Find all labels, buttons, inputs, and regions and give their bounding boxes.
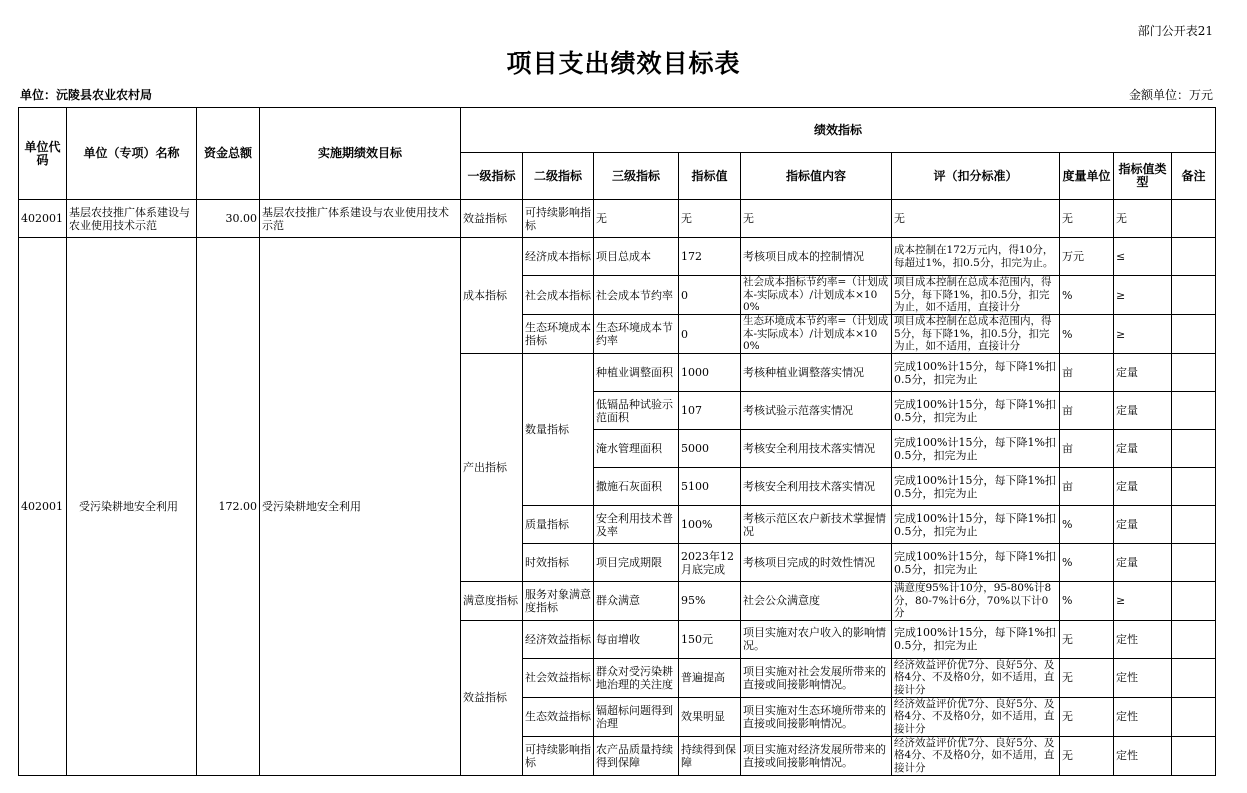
level3-cell: 种植业调整面积 (594, 354, 679, 392)
level2-cell: 社会成本指标 (523, 276, 594, 315)
content-cell: 考核项目完成的时效性情况 (741, 544, 892, 582)
header-value-type: 指标值类型 (1114, 153, 1172, 200)
remark-cell (1172, 582, 1216, 621)
content-cell: 考核安全利用技术落实情况 (741, 468, 892, 506)
content-cell: 考核示范区农户新技术掌握情况 (741, 506, 892, 544)
unit-cell: 亩 (1060, 430, 1114, 468)
unit-cell: % (1060, 582, 1114, 621)
unit-cell: % (1060, 544, 1114, 582)
unit-cell: 亩 (1060, 392, 1114, 430)
content-cell: 社会公众满意度 (741, 582, 892, 621)
level3-cell: 每亩增收 (594, 620, 679, 658)
scoring-cell: 完成100%计15分，每下降1%扣0.5分，扣完为止 (892, 430, 1060, 468)
level2-cell: 生态环境成本指标 (523, 315, 594, 354)
scoring-cell (892, 315, 1060, 354)
content-cell (741, 315, 892, 354)
value-cell: 2023年12月底完成 (679, 544, 741, 582)
scoring-cell (892, 658, 1060, 697)
type-cell: ≤ (1114, 238, 1172, 276)
unit-name-cell: 基层农技推广体系建设与农业使用技术示范 (67, 200, 197, 238)
header-period-goal: 实施期绩效目标 (260, 108, 461, 200)
unit-code-cell: 402001 (19, 200, 67, 238)
level3-cell: 群众对受污染耕地治理的关注度 (594, 658, 679, 697)
type-cell: ≥ (1114, 315, 1172, 354)
value-cell: 持续得到保障 (679, 736, 741, 775)
header-value-content: 指标值内容 (741, 153, 892, 200)
scoring-cell: 完成100%计15分，每下降1%扣0.5分，扣完为止 (892, 620, 1060, 658)
level3-cell: 社会成本节约率 (594, 276, 679, 315)
unit-cell: 无 (1060, 697, 1114, 736)
header-remark: 备注 (1172, 153, 1216, 200)
value-cell: 95% (679, 582, 741, 621)
unit-cell: 无 (1060, 620, 1114, 658)
header-level1: 一级指标 (461, 153, 523, 200)
scoring-cell: 完成100%计15分，每下降1%扣0.5分，扣完为止 (892, 506, 1060, 544)
level3-cell: 淹水管理面积 (594, 430, 679, 468)
level3-cell: 安全利用技术普及率 (594, 506, 679, 544)
unit-code-cell: 402001 (19, 238, 67, 776)
remark-cell (1172, 200, 1216, 238)
header-row-1 (19, 108, 1216, 153)
type-cell: 定量 (1114, 544, 1172, 582)
level1-cell: 产出指标 (461, 354, 523, 582)
type-cell: 定量 (1114, 430, 1172, 468)
unit-name-cell: 受污染耕地安全利用 (67, 238, 197, 776)
level3-cell: 项目完成期限 (594, 544, 679, 582)
content-cell: 考核安全利用技术落实情况 (741, 430, 892, 468)
remark-cell (1172, 276, 1216, 315)
content-cell: 项目实施对生态环境所带来的直接或间接影响情况。 (741, 697, 892, 736)
level3-cell: 项目总成本 (594, 238, 679, 276)
remark-cell (1172, 315, 1216, 354)
value-cell: 普遍提高 (679, 658, 741, 697)
type-cell: 定量 (1114, 506, 1172, 544)
unit-cell: 亩 (1060, 354, 1114, 392)
level2-cell: 可持续影响指标 (523, 200, 594, 238)
table-row (19, 200, 1216, 238)
unit-cell: % (1060, 276, 1114, 315)
scoring-cell: 完成100%计15分，每下降1%扣0.5分，扣完为止 (892, 392, 1060, 430)
type-cell: 定性 (1114, 736, 1172, 775)
unit-cell: 无 (1060, 200, 1114, 238)
header-unit-code: 单位代码 (19, 108, 67, 200)
goal-cell: 受污染耕地安全利用 (260, 238, 461, 776)
type-cell: ≥ (1114, 582, 1172, 621)
remark-cell (1172, 736, 1216, 775)
content-text: 生态环境成本节约率=（计划成本-实际成本）/计划成本×100% (743, 315, 889, 352)
table-row (19, 238, 1216, 276)
level2-cell: 可持续影响指标 (523, 736, 594, 775)
content-cell: 考核试验示范落实情况 (741, 392, 892, 430)
type-cell: 定性 (1114, 697, 1172, 736)
level2-cell: 服务对象满意度指标 (523, 582, 594, 621)
scoring-cell (892, 697, 1060, 736)
scoring-text: 项目成本控制在总成本范围内，得5分，每下降1%，扣0.5分，扣完为止，如不适用，直接计分 (894, 276, 1052, 313)
level3-cell: 撒施石灰面积 (594, 468, 679, 506)
type-cell: 定性 (1114, 620, 1172, 658)
content-cell (741, 276, 892, 315)
scoring-text: 经济效益评价优7分、良好5分、及格4分、不及格0分，如不适用，直接计分 (894, 697, 1055, 735)
value-cell: 150元 (679, 620, 741, 658)
type-cell: 定量 (1114, 392, 1172, 430)
level3-cell: 镉超标问题得到治理 (594, 697, 679, 736)
content-cell: 考核项目成本的控制情况 (741, 238, 892, 276)
remark-cell (1172, 620, 1216, 658)
header-level3: 三级指标 (594, 153, 679, 200)
unit-cell: 万元 (1060, 238, 1114, 276)
value-cell: 0 (679, 276, 741, 315)
level1-cell: 成本指标 (461, 238, 523, 354)
scoring-cell (892, 276, 1060, 315)
unit-cell: 无 (1060, 736, 1114, 775)
performance-table (18, 107, 1216, 776)
unit-cell: 亩 (1060, 468, 1114, 506)
scoring-cell: 完成100%计15分，每下降1%扣0.5分，扣完为止 (892, 544, 1060, 582)
scoring-text: 经济效益评价优7分、良好5分、及格4分、不及格0分，如不适用，直接计分 (894, 658, 1055, 696)
header-indicators: 绩效指标 (461, 108, 1216, 153)
remark-cell (1172, 697, 1216, 736)
unit-cell: % (1060, 506, 1114, 544)
type-cell: 定量 (1114, 468, 1172, 506)
unit-cell: 无 (1060, 658, 1114, 697)
scoring-text: 项目成本控制在总成本范围内，得5分，每下降1%，扣0.5分，扣完为止，如不适用，直接计分 (894, 315, 1052, 352)
page-title: 项目支出绩效目标表 (506, 49, 741, 78)
remark-cell (1172, 544, 1216, 582)
form-code: 部门公开表21 (1137, 24, 1213, 38)
remark-cell (1172, 354, 1216, 392)
amount-unit-label: 金额单位：万元 (1128, 88, 1213, 102)
level2-cell: 经济效益指标 (523, 620, 594, 658)
header-value: 指标值 (679, 153, 741, 200)
level3-cell: 低镉品种试验示范面积 (594, 392, 679, 430)
level1-cell: 效益指标 (461, 620, 523, 775)
value-cell: 0 (679, 315, 741, 354)
level2-cell: 社会效益指标 (523, 658, 594, 697)
header-measure-unit: 度量单位 (1060, 153, 1114, 200)
remark-cell (1172, 468, 1216, 506)
content-cell: 项目实施对经济发展所带来的直接或间接影响情况。 (741, 736, 892, 775)
type-cell: 无 (1114, 200, 1172, 238)
scoring-cell: 满意度95%计10分，95-80%计8分，80-7%计6分，70%以下计0分 (892, 582, 1060, 621)
header-scoring: 评（扣分标准） (892, 153, 1060, 200)
level3-cell: 无 (594, 200, 679, 238)
value-cell: 172 (679, 238, 741, 276)
content-text: 社会成本指标节约率=（计划成本-实际成本）/计划成本×100% (743, 276, 889, 313)
scoring-text: 经济效益评价优7分、良好5分、及格4分、不及格0分，如不适用，直接计分 (894, 736, 1055, 774)
level2-cell: 时效指标 (523, 544, 594, 582)
scoring-cell: 无 (892, 200, 1060, 238)
level3-cell: 农产品质量持续得到保障 (594, 736, 679, 775)
scoring-cell: 完成100%计15分，每下降1%扣0.5分，扣完为止 (892, 354, 1060, 392)
level1-cell: 满意度指标 (461, 582, 523, 621)
level1-cell: 效益指标 (461, 200, 523, 238)
amount-cell: 30.00 (197, 200, 260, 238)
value-cell: 100% (679, 506, 741, 544)
unit-label: 单位：沅陵县农业农村局 (20, 88, 153, 102)
value-cell: 效果明显 (679, 697, 741, 736)
level3-cell: 群众满意 (594, 582, 679, 621)
amount-cell: 172.00 (197, 238, 260, 776)
level2-cell: 数量指标 (523, 354, 594, 506)
content-cell: 项目实施对农户收入的影响情况。 (741, 620, 892, 658)
level2-cell: 经济成本指标 (523, 238, 594, 276)
remark-cell (1172, 506, 1216, 544)
type-cell: 定量 (1114, 354, 1172, 392)
value-cell: 5000 (679, 430, 741, 468)
value-cell: 5100 (679, 468, 741, 506)
header-level2: 二级指标 (523, 153, 594, 200)
content-cell: 考核种植业调整落实情况 (741, 354, 892, 392)
type-cell: 定性 (1114, 658, 1172, 697)
value-cell: 1000 (679, 354, 741, 392)
header-total-funds: 资金总额 (197, 108, 260, 200)
scoring-cell (892, 736, 1060, 775)
content-cell: 无 (741, 200, 892, 238)
value-cell: 107 (679, 392, 741, 430)
content-cell: 项目实施对社会发展所带来的直接或间接影响情况。 (741, 658, 892, 697)
level2-cell: 质量指标 (523, 506, 594, 544)
remark-cell (1172, 658, 1216, 697)
type-cell: ≥ (1114, 276, 1172, 315)
remark-cell (1172, 238, 1216, 276)
scoring-cell: 完成100%计15分，每下降1%扣0.5分，扣完为止 (892, 468, 1060, 506)
unit-cell: % (1060, 315, 1114, 354)
remark-cell (1172, 430, 1216, 468)
remark-cell (1172, 392, 1216, 430)
header-unit-name: 单位（专项）名称 (67, 108, 197, 200)
scoring-cell: 成本控制在172万元内，得10分，每超过1%，扣0.5分，扣完为止。 (892, 238, 1060, 276)
level3-cell: 生态环境成本节约率 (594, 315, 679, 354)
goal-cell: 基层农技推广体系建设与农业使用技术示范 (260, 200, 461, 238)
value-cell: 无 (679, 200, 741, 238)
level2-cell: 生态效益指标 (523, 697, 594, 736)
